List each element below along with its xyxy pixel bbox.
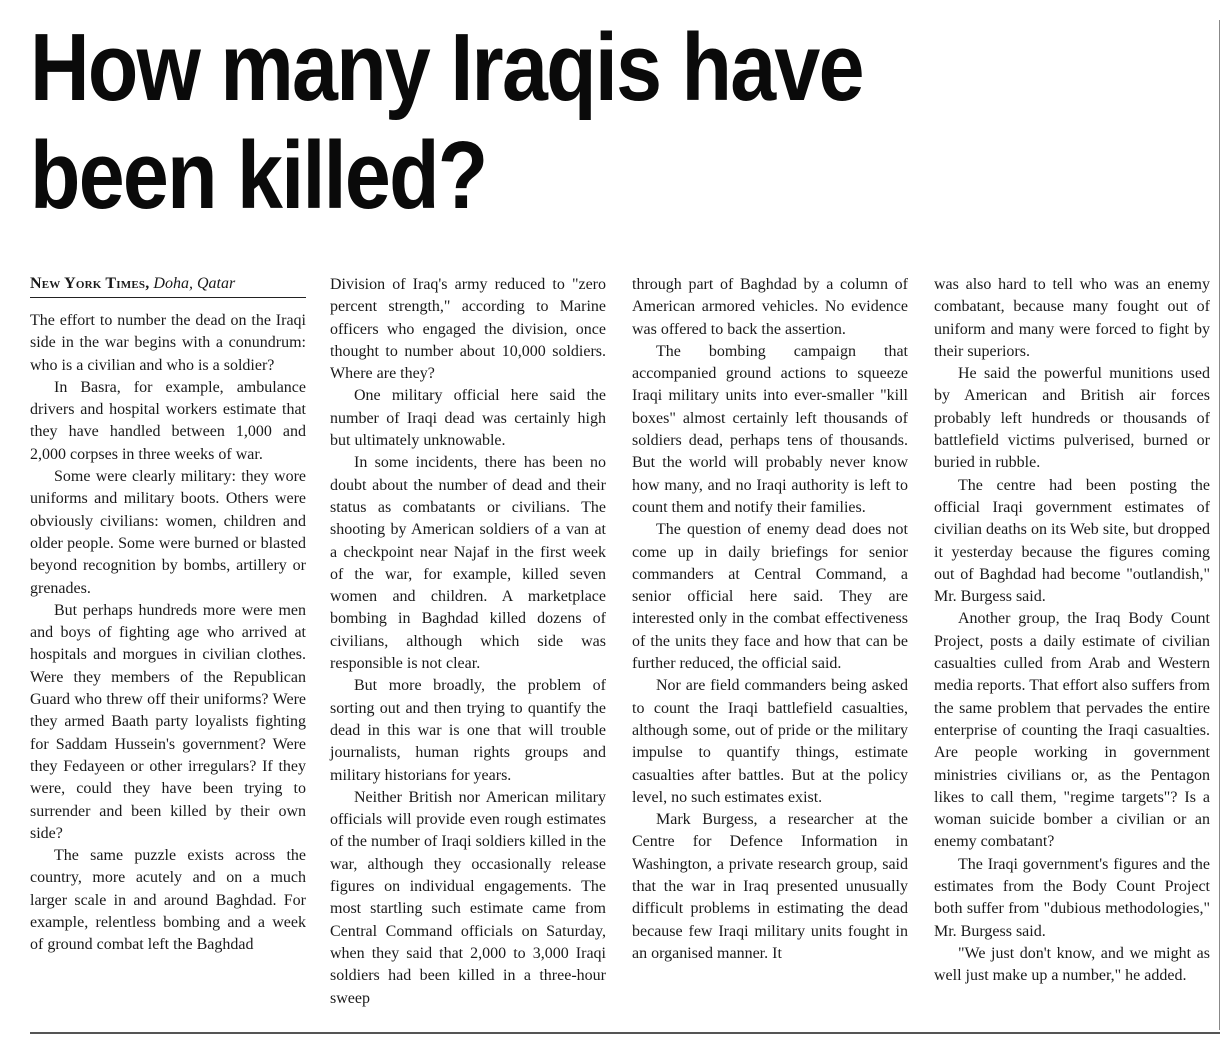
headline <box>30 14 1028 230</box>
paragraph: The centre had been posting the official Iraqi government estimates of civilian deaths on its Web site, but dropped it yesterday because the figures coming out of Baghdad had become "outlandish," Mr. Burgess said. <box>934 476 1210 606</box>
paragraph: through part of Baghdad by a column of American armored vehicles. No evidence was offered to back the assertion. <box>632 276 908 338</box>
paragraph: Division of Iraq's army reduced to "zero percent strength," according to Marine officers who engaged the division, once thought to number about 10,000 soldiers. Where are they? <box>330 276 606 383</box>
article-column-2 <box>330 274 606 1010</box>
byline <box>30 274 306 298</box>
paragraph: "We just don't know, and we might as well just make up a number," he added. <box>934 944 1210 985</box>
paragraph: Mark Burgess, a researcher at the Centre for Defence Information in Washington, a private research group, said that the war in Iraq presented unusually difficult problems in estimating the dead because few Iraqi military units fought in an organised manner. It <box>632 811 908 962</box>
paragraph: But more broadly, the problem of sorting out and then trying to quantify the dead in this war is one that will trouble journalists, human rights groups and military historians for years. <box>330 677 606 784</box>
paragraph: The question of enemy dead does not come up in daily briefings for senior commanders at Central Command, a senior official here said. They are interested only in the combat effectiveness of the units they face and how that can be further reduced, the official said. <box>632 521 908 673</box>
paragraph: The effort to number the dead on the Iraqi side in the war begins with a conundrum: who is a civilian and who is a soldier? <box>30 312 306 374</box>
paragraph: But perhaps hundreds more were men and boys of fighting age who arrived at hospitals and morgues in civilian clothes. Were they members of the Republican Guard who threw off their uniforms? Were they armed Baath party loyalists fighting for Saddam Hussein's government? Were they Fedayeen or other irregulars? If they were, could they have been trying to surrender and been killed by their own side? <box>30 601 306 842</box>
article-column-1 <box>30 274 306 957</box>
paragraph: Another group, the Iraq Body Count Project, posts a daily estimate of civilian casualties culled from Arab and Western media reports. That effort also suffers from the same problem that pervades the entire enterprise of counting the Iraqi casualties. Are people working in government ministries civilians or, as the Pentagon likes to call them, "regime targets"? Is a woman suicide bomber a civilian or an enemy combatant? <box>934 610 1210 851</box>
byline-source: New York Times, <box>30 275 150 292</box>
paragraph: The Iraqi government's figures and the estimates from the Body Count Project both suffer from "dubious methodologies," Mr. Burgess said. <box>934 855 1210 940</box>
right-edge-rule <box>1219 20 1220 1030</box>
paragraph: The same puzzle exists across the country, more acutely and on a much larger scale in and around Baghdad. For example, relentless bombing and a week of ground combat left the Baghdad <box>30 847 306 954</box>
paragraph: One military official here said the number of Iraqi dead was certainly high but ultimately unknowable. <box>330 387 606 450</box>
paragraph: He said the powerful munitions used by American and British air forces probably left hundreds or thousands of battlefield victims pulverised, burned or buried in rubble. <box>934 365 1210 472</box>
paragraph: Nor are field commanders being asked to count the Iraqi battlefield casualties, although some, out of pride or the military impulse to quantify things, estimate casualties after battles. But at the policy level, no such estimates exist. <box>632 677 908 806</box>
article-column-4 <box>934 274 1210 988</box>
headline-line-2: been killed? <box>30 122 487 229</box>
bottom-rule <box>30 1032 1220 1034</box>
article-column-3 <box>632 274 908 965</box>
paragraph: was also hard to tell who was an enemy combatant, because many fought out of uniform and many were forced to fight by their superiors. <box>934 276 1210 360</box>
byline-location: Doha, Qatar <box>153 275 236 292</box>
paragraph: In some incidents, there has been no doubt about the number of dead and their status as combatants or civilians. The shooting by American soldiers of a van at a checkpoint near Najaf in the first week of the war, for example, killed seven women and children. A marketplace bombing in Baghdad killed dozens of civilians, although which side was responsible is not clear. <box>330 454 606 673</box>
paragraph: Some were clearly military: they wore uniforms and military boots. Others were obviously civilians: women, children and older people. Some were burned or blasted beyond recognition by bombs, artillery or grenades. <box>30 468 306 597</box>
paragraph: In Basra, for example, ambulance drivers and hospital workers estimate that they have handled between 1,000 and 2,000 corpses in three weeks of war. <box>30 378 306 463</box>
paragraph: Neither British nor American military officials will provide even rough estimates of the number of Iraqi soldiers killed in the war, although they occasionally release figures on individual engagements. The most startling such estimate came from Central Command officials on Saturday, when they said that 2,000 to 3,000 Iraqi soldiers had been killed in a three-hour sweep <box>330 788 606 1007</box>
headline-line-1: How many Iraqis have <box>30 14 863 121</box>
paragraph: The bombing campaign that accompanied ground actions to squeeze Iraqi military units into ever-smaller "kill boxes" almost certainly left thousands of soldiers dead, perhaps tens of thousands. But the world will probably never know how many, and no Iraqi authority is left to count them and notify their families. <box>632 342 908 516</box>
